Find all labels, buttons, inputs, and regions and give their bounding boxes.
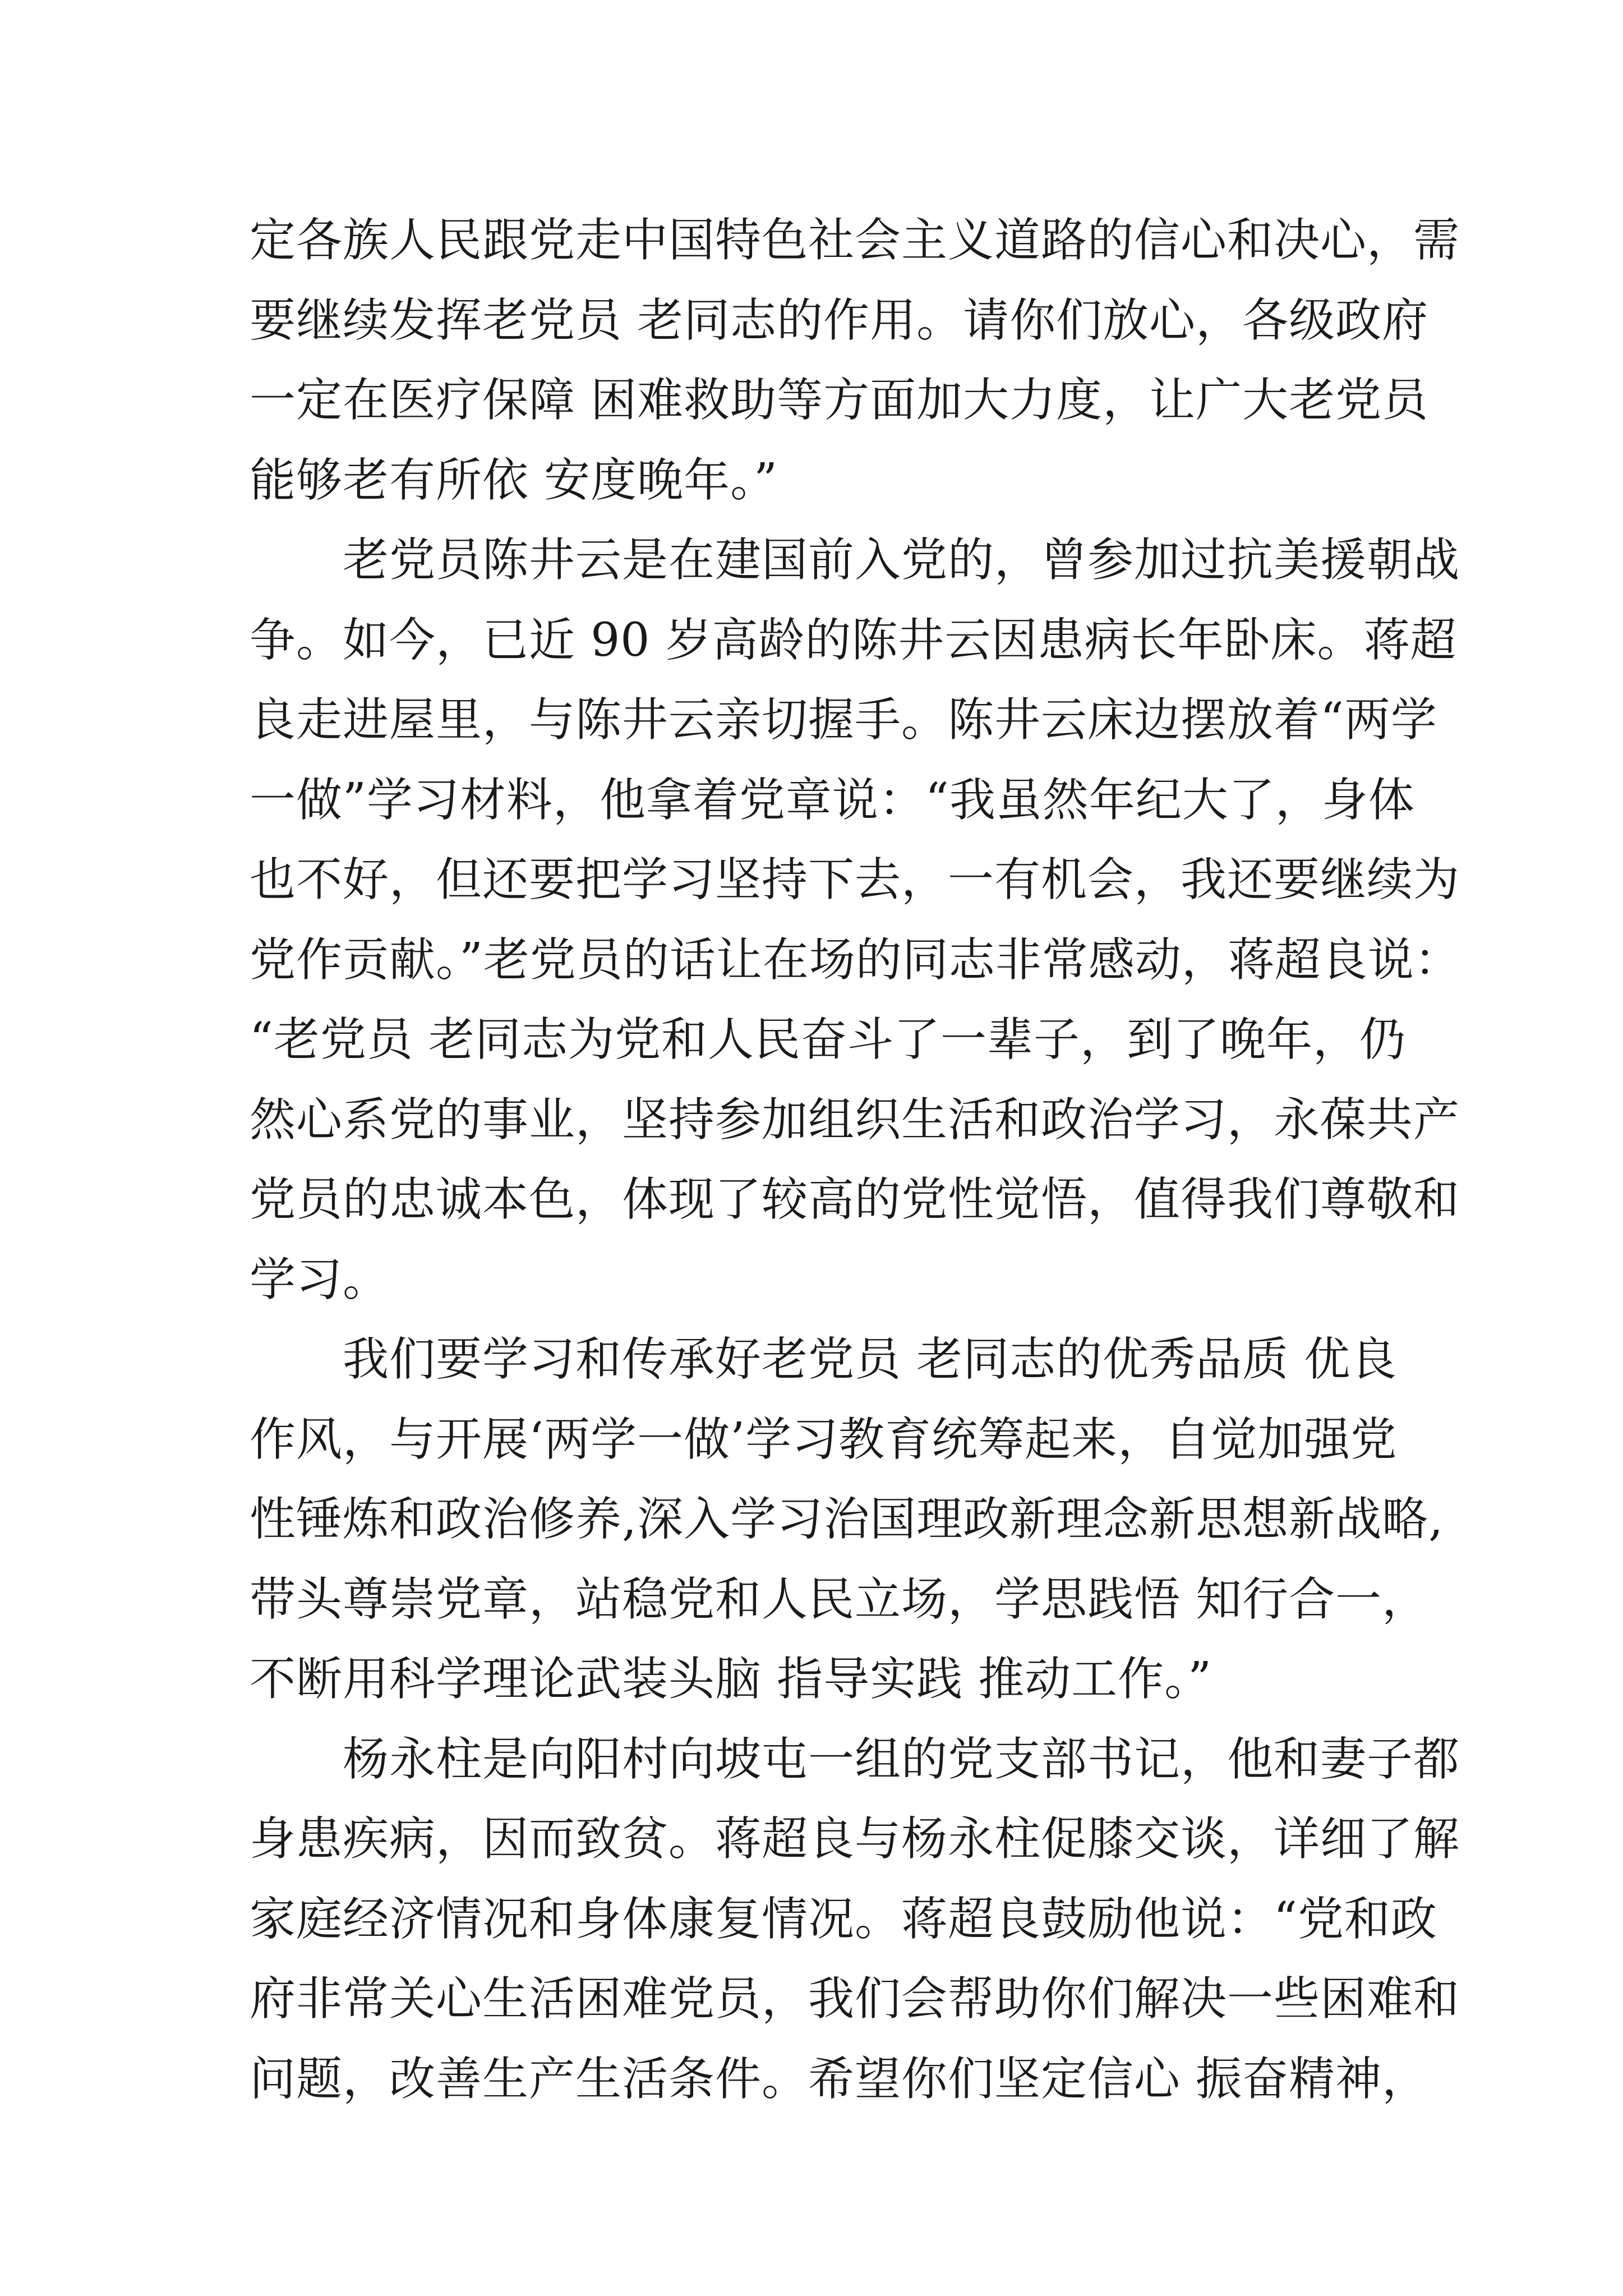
text-line: 然心系党的事业，坚持参加组织生活和政治学习，永葆共产 [250,1093,1460,1147]
text-line: 党作贡献。”老党员的话让在场的同志非常感动，蒋超良说： [250,933,1461,987]
text-line: 杨永柱是向阳村向坡屯一组的党支部书记，他和妻子都 [250,1732,1460,1786]
text-line: 我们要学习和传承好老党员 老同志的优秀品质 优良 [250,1333,1398,1386]
text-line: 家庭经济情况和身体康复情况。蒋超良鼓励他说：“党和政 [250,1892,1437,1946]
text-line: 争。如今，已近 90 岁高龄的陈井云因患病长年卧床。蒋超 [250,613,1457,667]
text-line: 良走进屋里，与陈井云亲切握手。陈井云床边摆放着“两学 [250,693,1437,747]
text-line: 要继续发挥老党员 老同志的作用。请你们放心，各级政府 [250,293,1429,347]
text-line: 带头尊崇党章，站稳党和人民立场，学思践悟 知行合一， [250,1572,1429,1626]
text-line: 能够老有所依 安度晚年。” [250,453,778,507]
text-line: “老党员 老同志为党和人民奋斗了一辈子，到了晚年，仍 [250,1013,1406,1066]
text-line: 一做”学习材料，他拿着党章说：“我虽然年纪大了，身体 [250,773,1415,827]
text-line: 定各族人民跟党走中国特色社会主义道路的信心和决心，需 [250,214,1460,267]
body-text [250,201,1461,2119]
text-line: 性锤炼和政治修养,深入学习治国理政新理念新思想新战略, [250,1493,1444,1546]
text-line: 不断用科学理论武装头脑 指导实践 推动工作。” [250,1653,1212,1706]
text-line: 老党员陈井云是在建国前入党的，曾参加过抗美援朝战 [250,533,1460,587]
text-line: 作风，与开展‘两学一做’学习教育统筹起来，自觉加强党 [250,1412,1398,1466]
text-line: 身患疾病，因而致贫。蒋超良与杨永柱促膝交谈，详细了解 [250,1812,1460,1866]
text-line: 学习。 [250,1253,390,1306]
text-line: 府非常关心生活困难党员，我们会帮助你们解决一些困难和 [250,1972,1460,2026]
text-line: 党员的忠诚本色，体现了较高的党性觉悟，值得我们尊敬和 [250,1173,1460,1226]
text-line: 问题，改善生产生活条件。希望你们坚定信心 振奋精神， [250,2052,1429,2106]
text-line: 也不好，但还要把学习坚持下去，一有机会，我还要继续为 [250,853,1460,907]
text-line: 一定在医疗保障 困难救助等方面加大力度，让广大老党员 [250,374,1429,427]
